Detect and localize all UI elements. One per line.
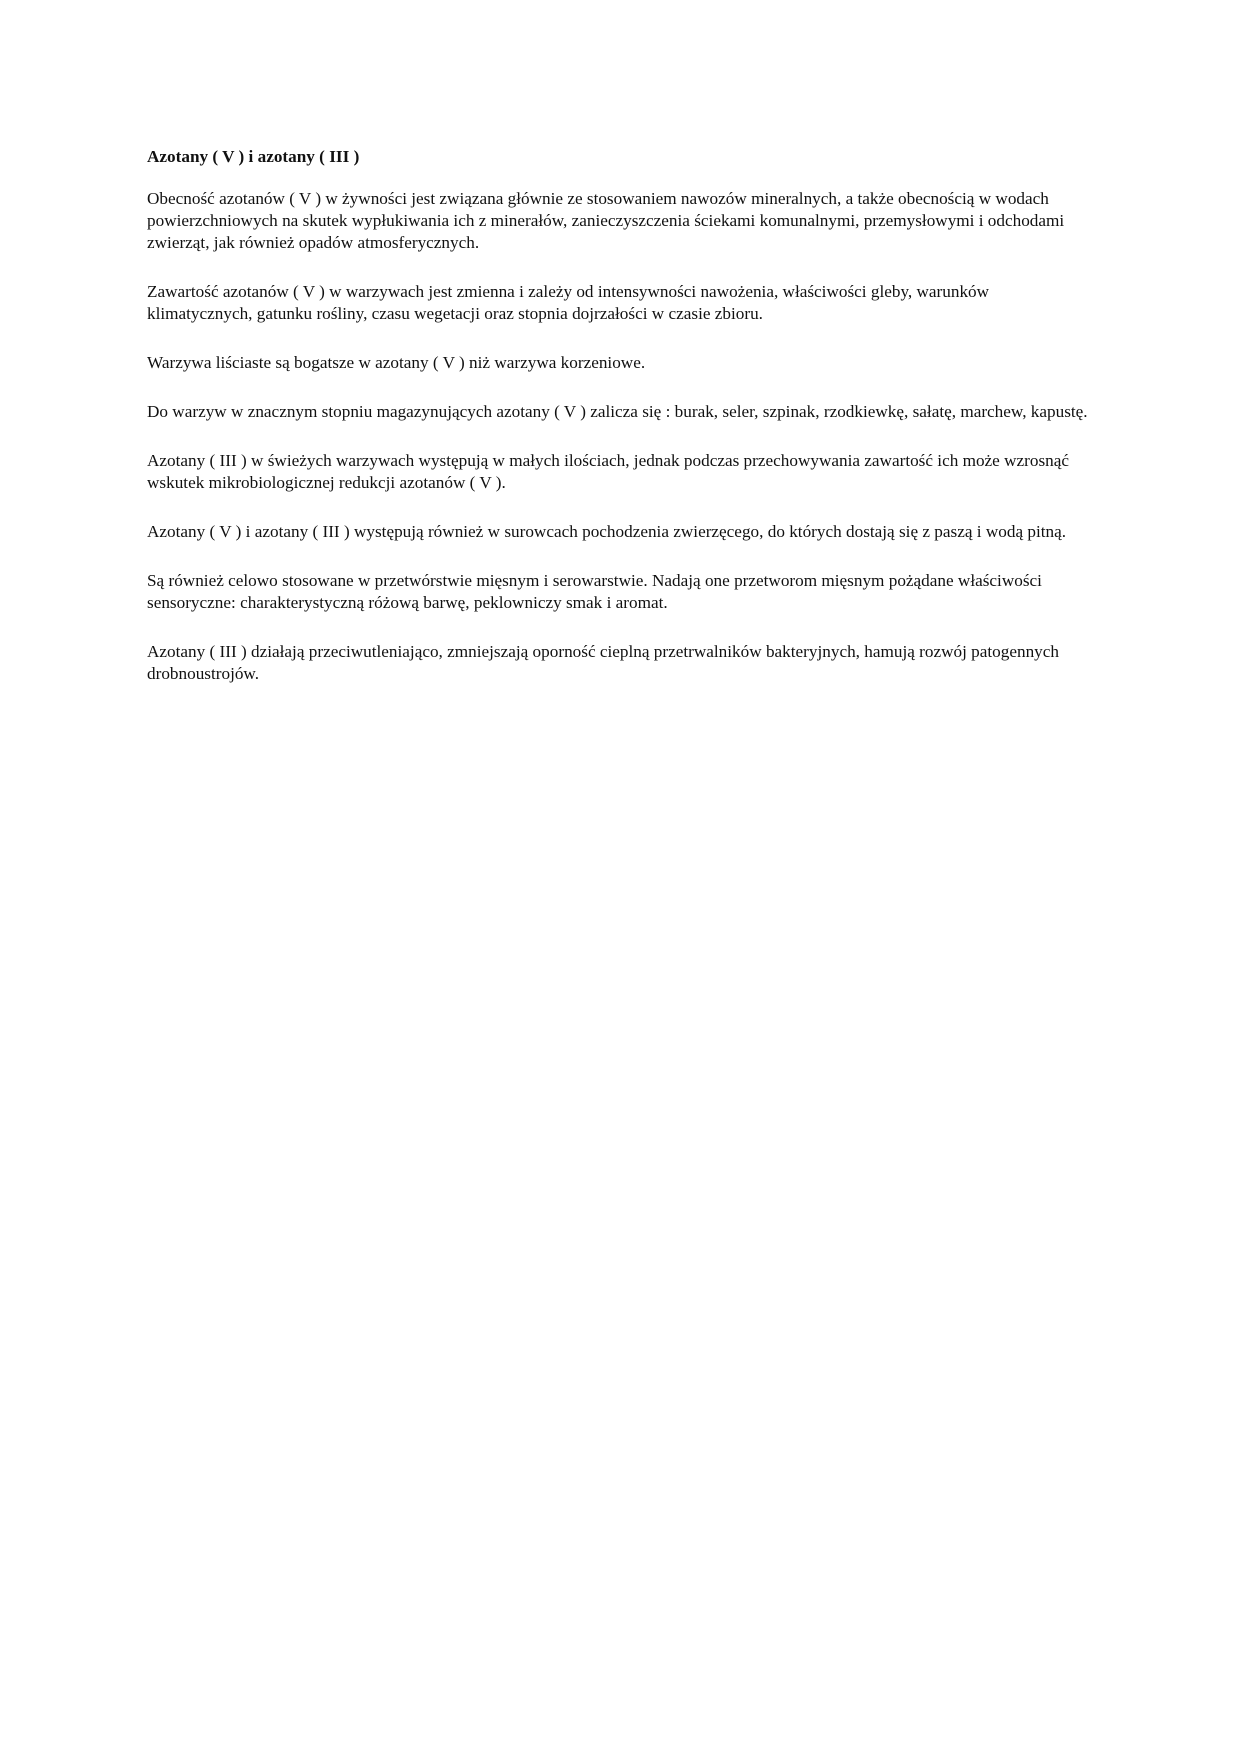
paragraph-3: Warzywa liściaste są bogatsze w azotany ( V ) niż warzywa korzeniowe. (147, 353, 646, 372)
paragraph-8: Azotany ( III ) działają przeciwutleniająco, zmniejszają oporność cieplną przetrwalników bakteryjnych, hamują rozwój patogennych drobnoustrojów. (147, 642, 1059, 683)
paragraph-5: Azotany ( III ) w świeżych warzywach występują w małych ilościach, jednak podczas przechowywania zawartość ich może wzrosnąć wskutek mikrobiologicznej redukcji azotanów ( V ). (147, 451, 1070, 492)
document-title: Azotany ( V ) i azotany ( III ) (147, 147, 360, 166)
paragraph-1: Obecność azotanów ( V ) w żywności jest związana głównie ze stosowaniem nawozów mineralnych, a także obecnością w wodach powierzchniowych na skutek wypłukiwania ich z minerałów, zanieczyszczenia ściekami komunalnymi, przemysłowymi i odchodami zwierząt, jak również opadów atmosferycznych. (147, 189, 1065, 252)
document-body (147, 146, 1092, 712)
paragraph-6: Azotany ( V ) i azotany ( III ) występują również w surowcach pochodzenia zwierzęcego, do których dostają się z paszą i wodą pitną. (147, 522, 1067, 541)
paragraph-2: Zawartość azotanów ( V ) w warzywach jest zmienna i zależy od intensywności nawożenia, właściwości gleby, warunków klimatycznych, gatunku rośliny, czasu wegetacji oraz stopnia dojrzałości w czasie zbioru. (147, 282, 990, 323)
paragraph-7: Są również celowo stosowane w przetwórstwie mięsnym i serowarstwie. Nadają one przetworom mięsnym pożądane właściwości sensoryczne: charakterystyczną różową barwę, peklowniczy smak i aromat. (147, 571, 1042, 612)
paragraph-4: Do warzyw w znacznym stopniu magazynujących azotany ( V ) zalicza się : burak, seler, szpinak, rzodkiewkę, sałatę, marchew, kapustę. (147, 402, 1088, 421)
